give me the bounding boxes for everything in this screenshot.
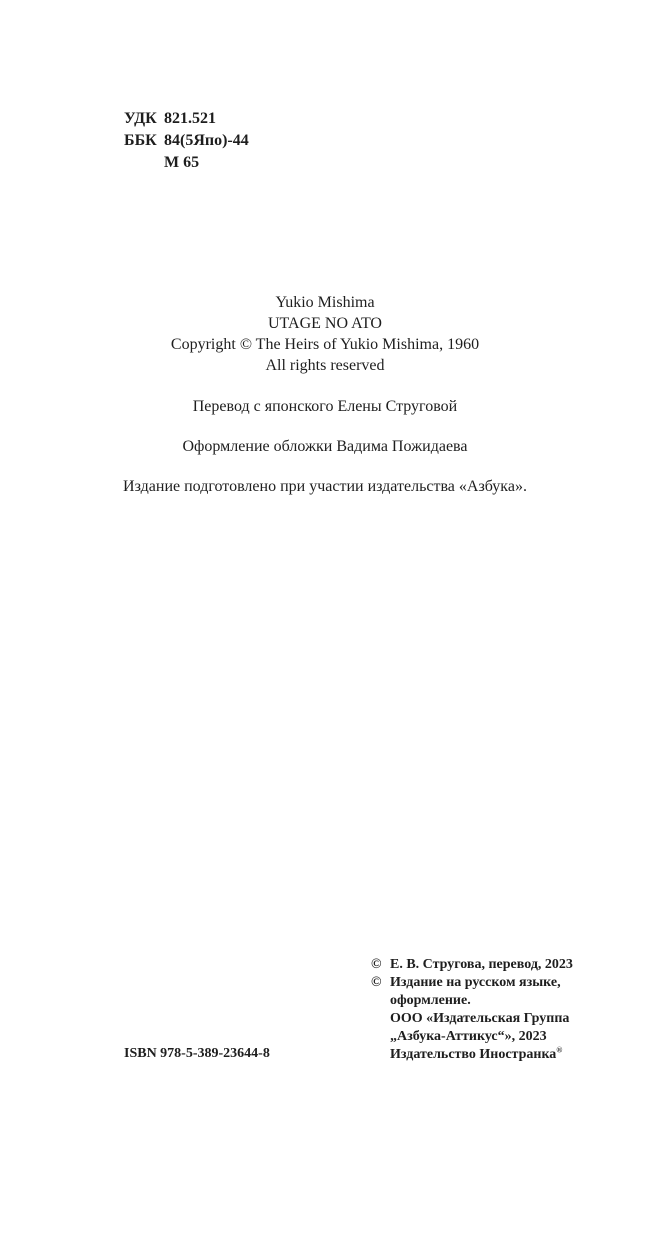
edition-copyright-line: ООО «Издательская Группа xyxy=(390,1011,570,1026)
bbk-value: 84(5Япо)-44 xyxy=(164,132,249,149)
edition-copyright-line: Издание на русском языке, xyxy=(390,975,561,990)
author-mark-row xyxy=(124,152,249,174)
original-copyright: Copyright © The Heirs of Yukio Mishima, 1960 xyxy=(170,336,480,353)
cover-design-credit: Оформление обложки Вадима Пожидаева xyxy=(182,438,468,455)
udk-value: 821.521 xyxy=(164,110,216,127)
translation-copyright-text: Е. В. Стругова, перевод, 2023 xyxy=(390,957,573,972)
bbk-label: ББК xyxy=(124,132,157,149)
edition-copyright xyxy=(371,974,601,1046)
translation-copyright xyxy=(371,956,601,974)
publisher-imprint xyxy=(371,1046,601,1064)
bbk-row xyxy=(124,130,249,152)
edition-copyright-line: „Азбука-Аттикус“», 2023 xyxy=(390,1029,547,1044)
edition-note: Издание подготовлено при участии издательства «Азбука». xyxy=(123,478,527,495)
registered-mark: ® xyxy=(556,1045,563,1055)
original-title: UTAGE NO ATO xyxy=(268,315,382,332)
copyright-sign: © xyxy=(371,975,382,990)
original-edition-block xyxy=(0,292,650,497)
udk-row xyxy=(124,108,249,130)
copyright-notices xyxy=(371,956,601,1064)
original-author: Yukio Mishima xyxy=(275,294,375,311)
publisher-name: Издательство Иностранка xyxy=(390,1047,557,1062)
isbn: ISBN 978-5-389-23644-8 xyxy=(124,1046,270,1061)
udk-label: УДК xyxy=(124,110,157,127)
translation-credit: Перевод с японского Елены Струговой xyxy=(192,398,458,415)
rights-reserved: All rights reserved xyxy=(265,357,385,374)
edition-copyright-line: оформление. xyxy=(390,993,471,1008)
copyright-sign: © xyxy=(371,957,382,972)
classification-block xyxy=(124,108,249,174)
author-mark: М 65 xyxy=(164,154,200,171)
